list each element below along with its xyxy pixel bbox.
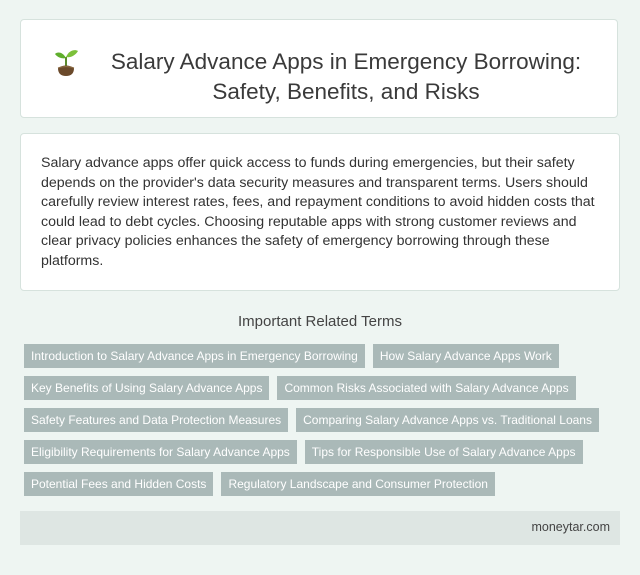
related-term-tag[interactable]: Regulatory Landscape and Consumer Protection [221, 472, 495, 496]
related-terms-list [24, 344, 624, 496]
seedling-icon [53, 45, 79, 81]
related-term-tag[interactable]: Key Benefits of Using Salary Advance Apps [24, 376, 269, 400]
related-term-tag[interactable]: Introduction to Salary Advance Apps in Emergency Borrowing [24, 344, 365, 368]
related-term-tag[interactable]: Potential Fees and Hidden Costs [24, 472, 213, 496]
related-term-tag[interactable]: Common Risks Associated with Salary Advance Apps [277, 376, 575, 400]
related-term-tag[interactable]: Safety Features and Data Protection Measures [24, 408, 288, 432]
related-term-tag[interactable]: How Salary Advance Apps Work [373, 344, 559, 368]
summary-card [20, 133, 620, 291]
footer-site-link[interactable]: moneytar.com [531, 520, 610, 534]
related-term-tag[interactable]: Tips for Responsible Use of Salary Advance Apps [305, 440, 583, 464]
page-title: Salary Advance Apps in Emergency Borrowing: Safety, Benefits, and Risks [110, 49, 582, 104]
footer-bar [20, 511, 620, 545]
related-terms-heading: Important Related Terms [238, 313, 402, 330]
related-term-tag[interactable]: Comparing Salary Advance Apps vs. Traditional Loans [296, 408, 599, 432]
related-term-tag[interactable]: Eligibility Requirements for Salary Advance Apps [24, 440, 297, 464]
header-card [20, 19, 618, 118]
summary-text: Salary advance apps offer quick access to funds during emergencies, but their safety depends on the provider's data security measures and transparent terms. Users should carefully review interest rates, fees, and repayment conditions to avoid hidden costs that could lead to debt cycles. Choosing reputable apps with strong customer reviews and clear privacy policies enhances the safety of emergency borrowing through these platforms. [41, 155, 595, 269]
